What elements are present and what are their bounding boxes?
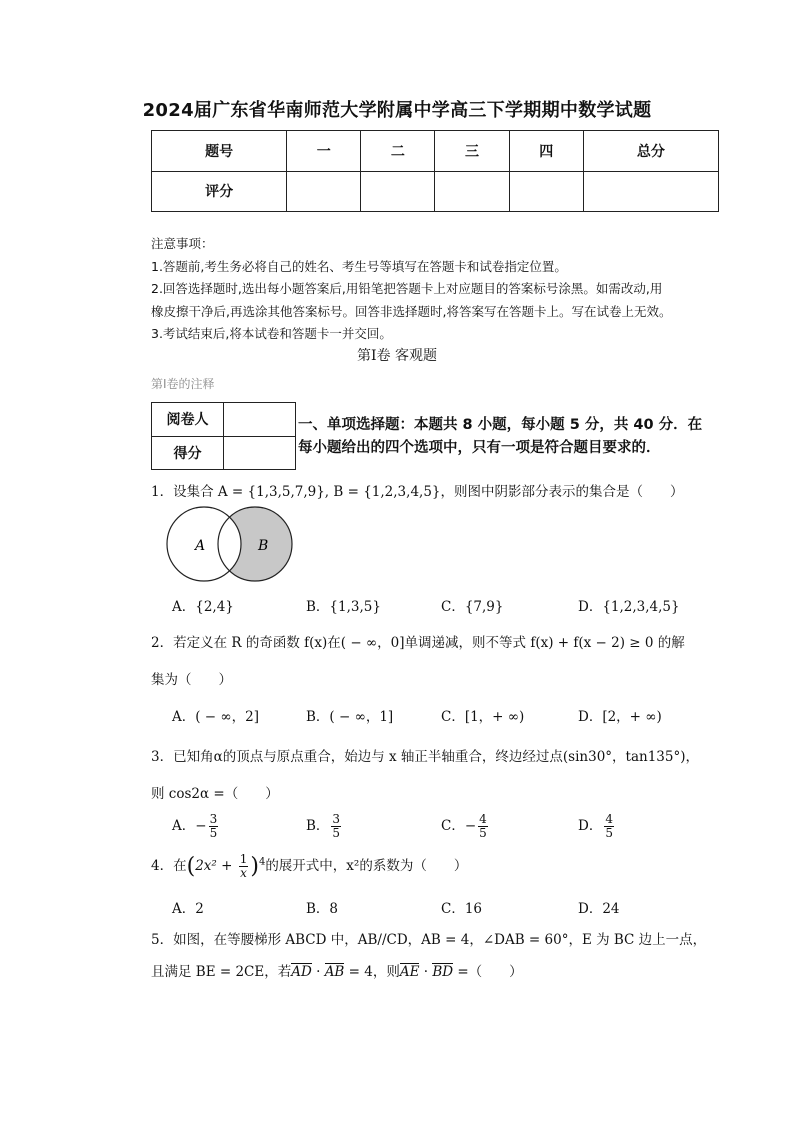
grader-table (151, 402, 296, 470)
score-cell[interactable] (435, 171, 509, 212)
q1-option-d[interactable]: D．{1,2,3,4,5} (578, 599, 680, 615)
score-table (151, 130, 719, 212)
volume-note: 第Ⅰ卷的注释 (151, 377, 215, 391)
q3-option-d[interactable]: D． $\frac{4}{5}$ (578, 812, 613, 840)
q4-option-b[interactable]: B．8 (306, 901, 339, 917)
notes-item-2a: 2.回答选择题时,选出每小题答案后,用铅笔把答题卡上对应题目的答案标号涂黑。如需改动,用 (151, 281, 663, 296)
venn-diagram (165, 506, 295, 582)
q3-option-c[interactable]: C．− $\frac{4}{5}$ (441, 812, 487, 840)
volume-title: 第Ⅰ卷 客观题 (357, 348, 437, 364)
score-row-label: 评分 (152, 171, 287, 212)
q3-option-a[interactable]: A．− $\frac{3}{5}$ (172, 812, 218, 840)
score-header-cell: 四 (509, 131, 583, 172)
venn-label-a: A (195, 538, 206, 554)
q1-option-b[interactable]: B．{1,3,5} (306, 599, 381, 615)
q4-option-c[interactable]: C．16 (441, 901, 483, 917)
grader-score-label: 得分 (152, 436, 224, 470)
q2-stem-line1: 2．若定义在 R 的奇函数 f(x)在( − ∞，0]单调递减，则不等式 f(x) + f(x − 2) ≥ 0 的解 (151, 635, 685, 651)
q4-option-a[interactable]: A．2 (172, 901, 204, 917)
notes-item-3: 3.考试结束后,将本试卷和答题卡一并交回。 (151, 326, 392, 341)
grader-score-cell[interactable] (224, 436, 296, 470)
q3-option-b[interactable]: B． $\frac{3}{5}$ (306, 812, 341, 840)
score-header-cell: 二 (361, 131, 435, 172)
q2-option-c[interactable]: C．[1，+ ∞) (441, 709, 525, 725)
q1-option-a[interactable]: A．{2,4} (172, 599, 234, 615)
q2-option-a[interactable]: A．( − ∞，2] (172, 709, 260, 725)
notes-heading: 注意事项： (151, 236, 214, 251)
q4-option-d[interactable]: D．24 (578, 901, 620, 917)
q2-option-d[interactable]: D．[2，+ ∞) (578, 709, 662, 725)
score-cell[interactable] (361, 171, 435, 212)
score-header-cell: 题号 (152, 131, 287, 172)
q1-stem: 1．设集合 A = {1,3,5,7,9}, B = {1,2,3,4,5}，则图中阴影部分表示的集合是（ ） (151, 484, 684, 500)
q2-option-b[interactable]: B．( − ∞，1] (306, 709, 394, 725)
venn-label-b: B (258, 538, 269, 554)
score-cell[interactable] (287, 171, 361, 212)
score-table-header-row (152, 131, 719, 172)
notes-item-2b: 橡皮擦干净后,再选涂其他答案标号。回答非选择题时,将答案写在答题卡上。写在试卷上无效。 (151, 303, 672, 319)
section-heading-line2: 每小题给出的四个选项中，只有一项是符合题目要求的． (298, 440, 661, 456)
q1-option-c[interactable]: C．{7,9} (441, 599, 504, 615)
score-table-score-row (152, 171, 719, 212)
q5-stem-line2: 且满足 BE = 2CE，若AD · AB = 4，则AE · BD =（ ） (151, 964, 523, 980)
reviewer-label: 阅卷人 (152, 403, 224, 437)
exam-notes (151, 233, 731, 346)
page-title: 2024届广东省华南师范大学附属中学高三下学期期中数学试题 (142, 100, 652, 121)
q4-stem: 4．在(2x² + $\frac{1}{x}$ )$^4$的展开式中，x²的系数为（ ） (151, 852, 468, 880)
reviewer-cell[interactable] (224, 403, 296, 437)
score-header-cell: 一 (287, 131, 361, 172)
q3-stem-line2: 则 cos2α =（ ） (151, 786, 279, 802)
score-header-cell: 总分 (583, 131, 718, 172)
score-cell[interactable] (583, 171, 718, 212)
notes-item-1: 1.答题前,考生务必将自己的姓名、考生号等填写在答题卡和试卷指定位置。 (151, 258, 567, 274)
score-header-cell: 三 (435, 131, 509, 172)
q3-stem-line1: 3．已知角α的顶点与原点重合，始边与 x 轴正半轴重合，终边经过点(sin30°，tan135°)， (151, 749, 699, 765)
q5-stem-line1: 5．如图，在等腰梯形 ABCD 中，AB//CD，AB = 4，∠DAB = 60°，E 为 BC 边上一点， (151, 932, 707, 948)
section-heading (298, 414, 728, 460)
q2-stem-line2: 集为（ ） (151, 672, 232, 688)
section-heading-line1: 一、单项选择题：本题共 8 小题，每小题 5 分，共 40 分．在 (298, 417, 703, 433)
score-cell[interactable] (509, 171, 583, 212)
